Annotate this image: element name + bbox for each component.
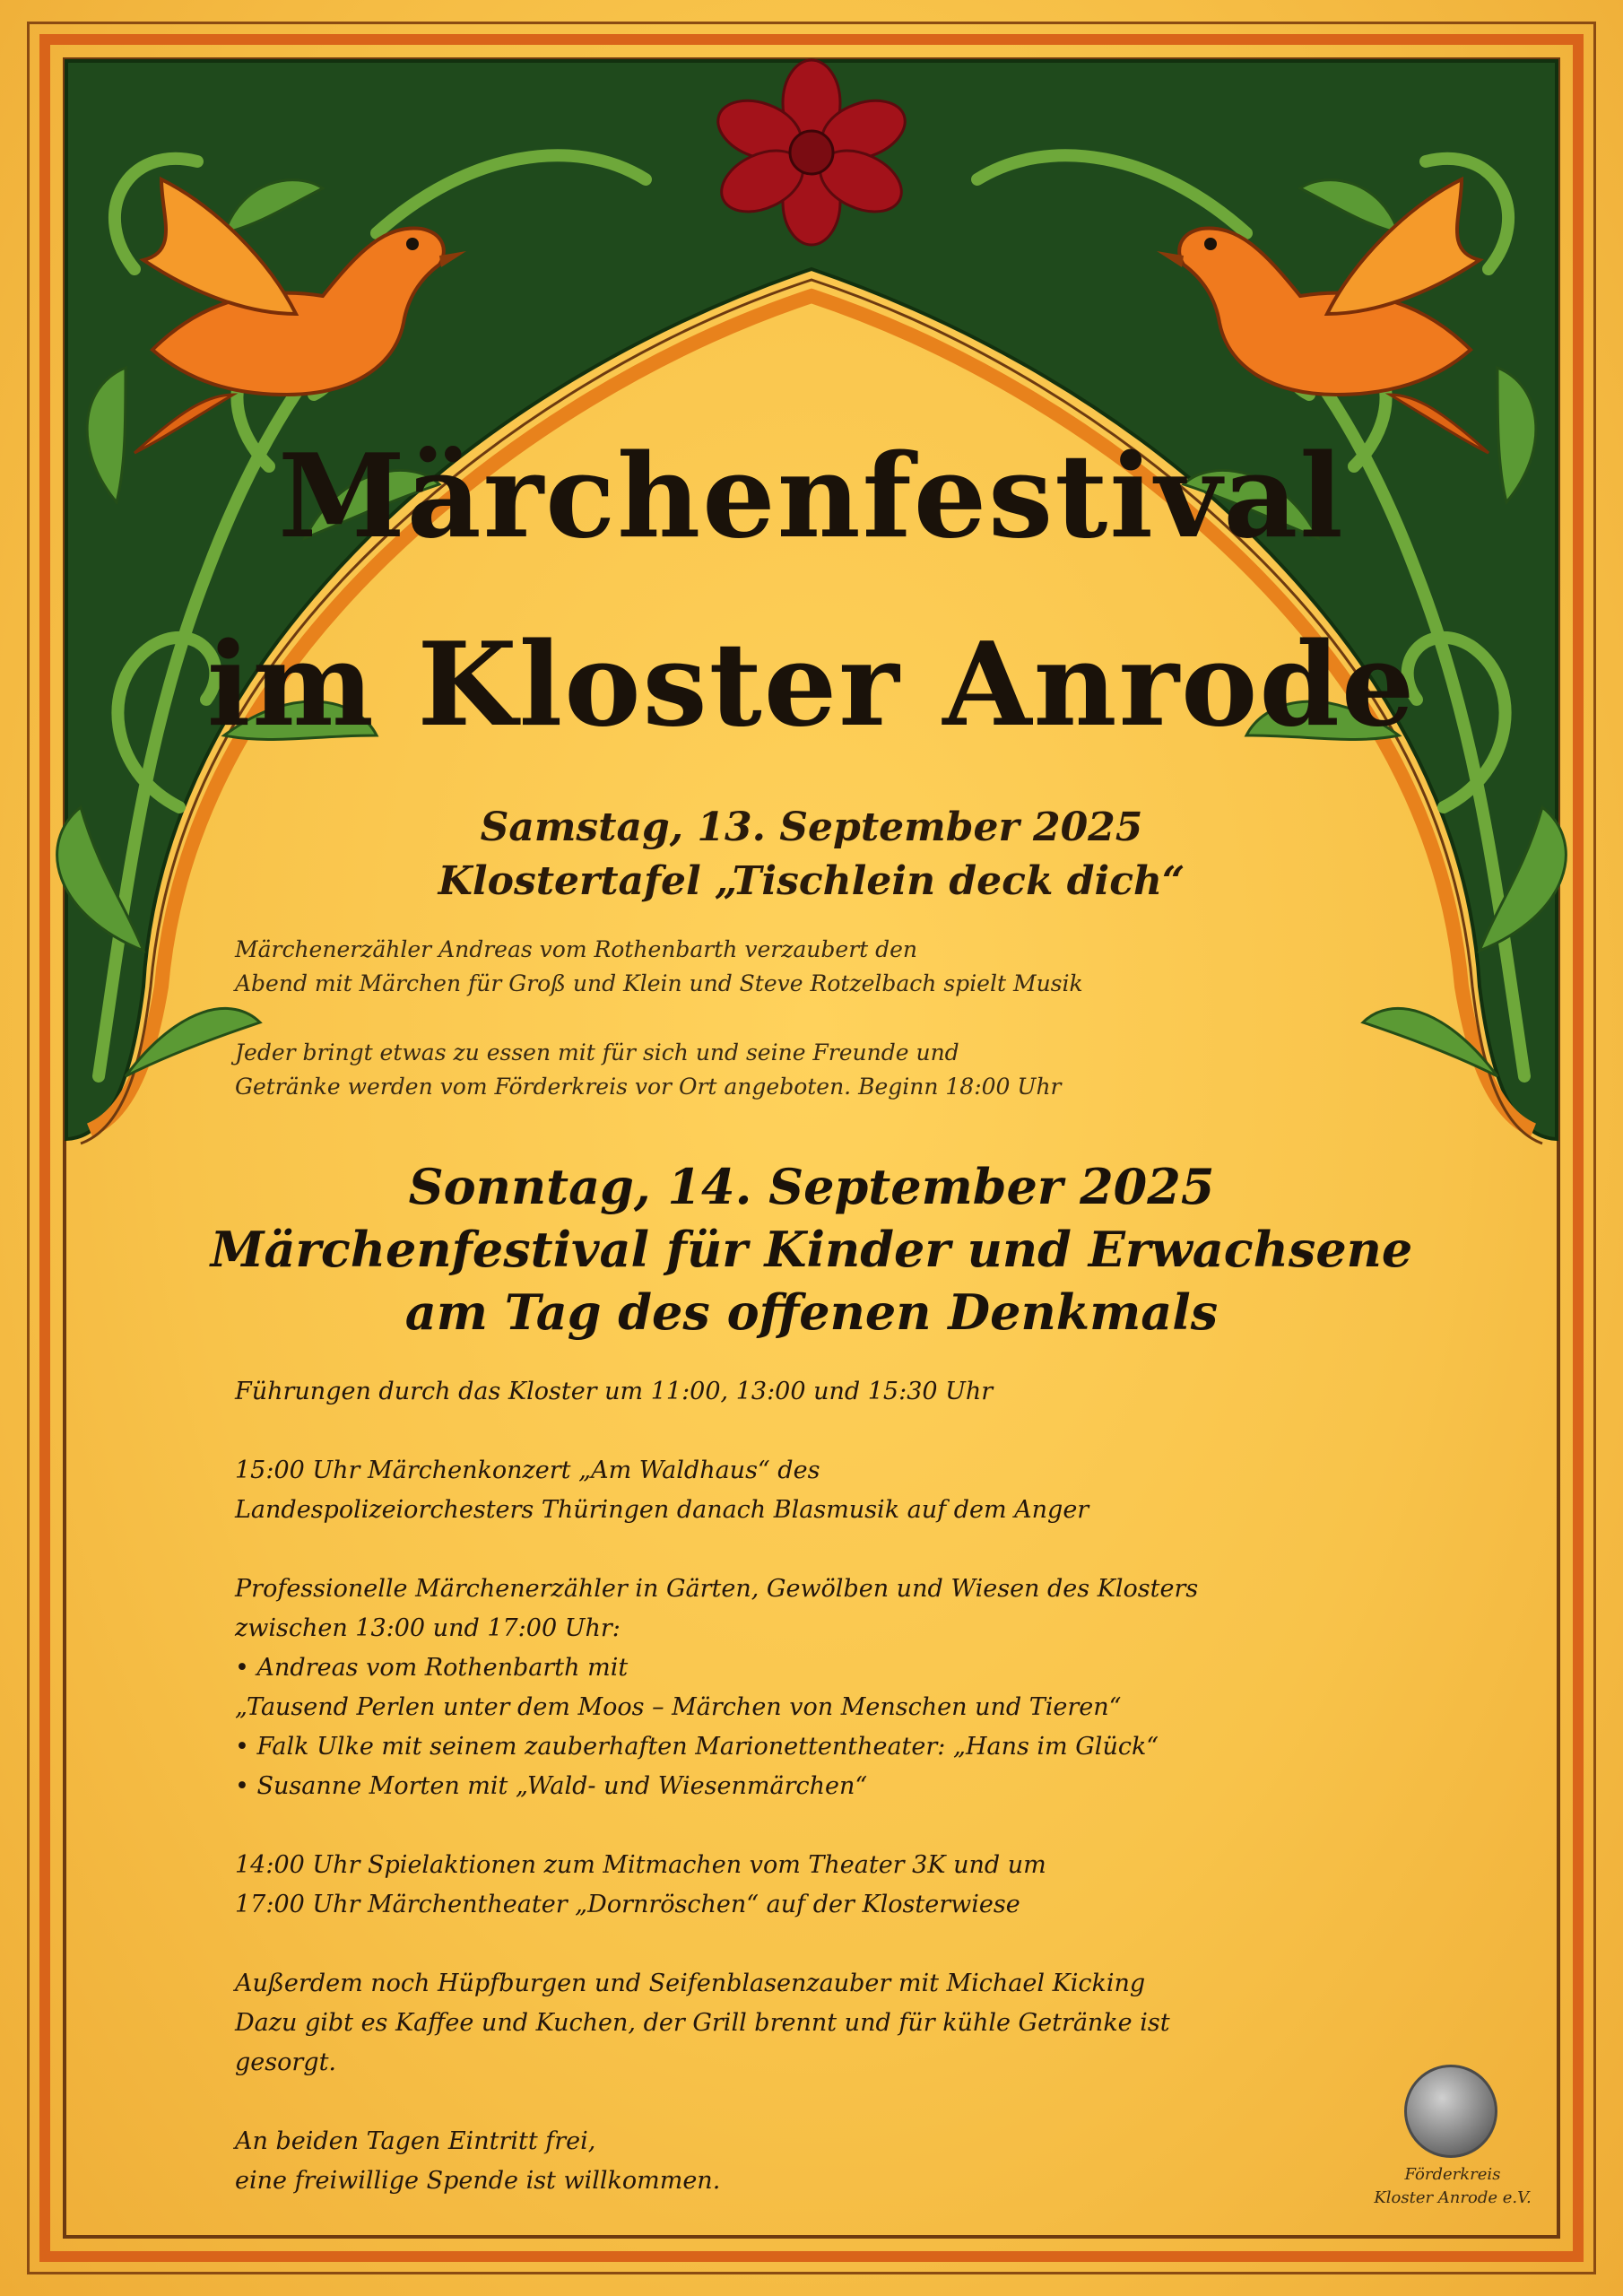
- program-line: 17:00 Uhr Märchentheater „Dornröschen“ auf der Klosterwiese: [235, 1891, 1020, 1918]
- sunday-program: [235, 1372, 1436, 2201]
- saturday-paragraph-1: [235, 933, 1401, 1001]
- saturday-subheading: Klostertafel „Tischlein deck dich“: [438, 858, 1185, 904]
- sunday-subheading-2: am Tag des offenen Denkmals: [404, 1283, 1219, 1341]
- text-line: Jeder bringt etwas zu essen mit für sich und seine Freunde und: [235, 1039, 959, 1065]
- poster-title-line2: im Kloster Anrode: [206, 618, 1417, 752]
- program-line: [235, 1925, 1436, 1964]
- program-line: Dazu gibt es Kaffee und Kuchen, der Grill brennt und für kühle Getränke ist: [235, 2009, 1170, 2037]
- sunday-heading: Sonntag, 14. September 2025: [408, 1158, 1215, 1215]
- program-line: [235, 1806, 1436, 1846]
- text-line: Getränke werden vom Förderkreis vor Ort angeboten. Beginn 18:00 Uhr: [235, 1074, 1062, 1100]
- saturday-paragraph-2: [235, 1036, 1401, 1104]
- seal-label-line1: Förderkreis: [1404, 2165, 1501, 2184]
- program-line: zwischen 13:00 und 17:00 Uhr:: [235, 1614, 621, 1642]
- program-line: • Andreas vom Rothenbarth mit: [235, 1654, 629, 1682]
- seal-label-line2: Kloster Anrode e.V.: [1374, 2188, 1532, 2207]
- text-line: Märchenerzähler Andreas vom Rothenbarth verzaubert den: [235, 936, 918, 962]
- foerderkreis-seal-icon: [1404, 2065, 1497, 2158]
- program-line: Professionelle Märchenerzähler in Gärten, Gewölben und Wiesen des Klosters: [235, 1575, 1199, 1603]
- program-line: Außerdem noch Hüpfburgen und Seifenblasenzauber mit Michael Kicking: [235, 1970, 1146, 1997]
- program-line: Landespolizeiorchesters Thüringen danach Blasmusik auf dem Anger: [235, 1496, 1089, 1524]
- saturday-heading: Samstag, 13. September 2025: [480, 804, 1143, 850]
- program-line: gesorgt.: [235, 2048, 336, 2076]
- text-line: Abend mit Märchen für Groß und Klein und Steve Rotzelbach spielt Musik: [235, 970, 1083, 996]
- program-line: An beiden Tagen Eintritt frei,: [235, 2127, 596, 2155]
- program-line: [235, 1530, 1436, 1570]
- program-line: [235, 2083, 1436, 2122]
- program-line: 15:00 Uhr Märchenkonzert „Am Waldhaus“ des: [235, 1457, 820, 1484]
- sunday-subheading-1: Märchenfestival für Kinder und Erwachsene: [210, 1221, 1413, 1278]
- program-line: [235, 1412, 1436, 1451]
- program-line: • Susanne Morten mit „Wald- und Wiesenmärchen“: [235, 1772, 868, 1800]
- program-line: „Tausend Perlen unter dem Moos – Märchen von Menschen und Tieren“: [235, 1693, 1122, 1721]
- poster-title-line1: Märchenfestival: [278, 430, 1345, 564]
- program-line: • Falk Ulke mit seinem zauberhaften Marionettentheater: „Hans im Glück“: [235, 1733, 1159, 1761]
- program-line: eine freiwillige Spende ist willkommen.: [235, 2167, 721, 2195]
- program-line: Führungen durch das Kloster um 11:00, 13:00 und 15:30 Uhr: [235, 1378, 994, 1405]
- program-line: 14:00 Uhr Spielaktionen zum Mitmachen vom Theater 3K und um: [235, 1851, 1046, 1879]
